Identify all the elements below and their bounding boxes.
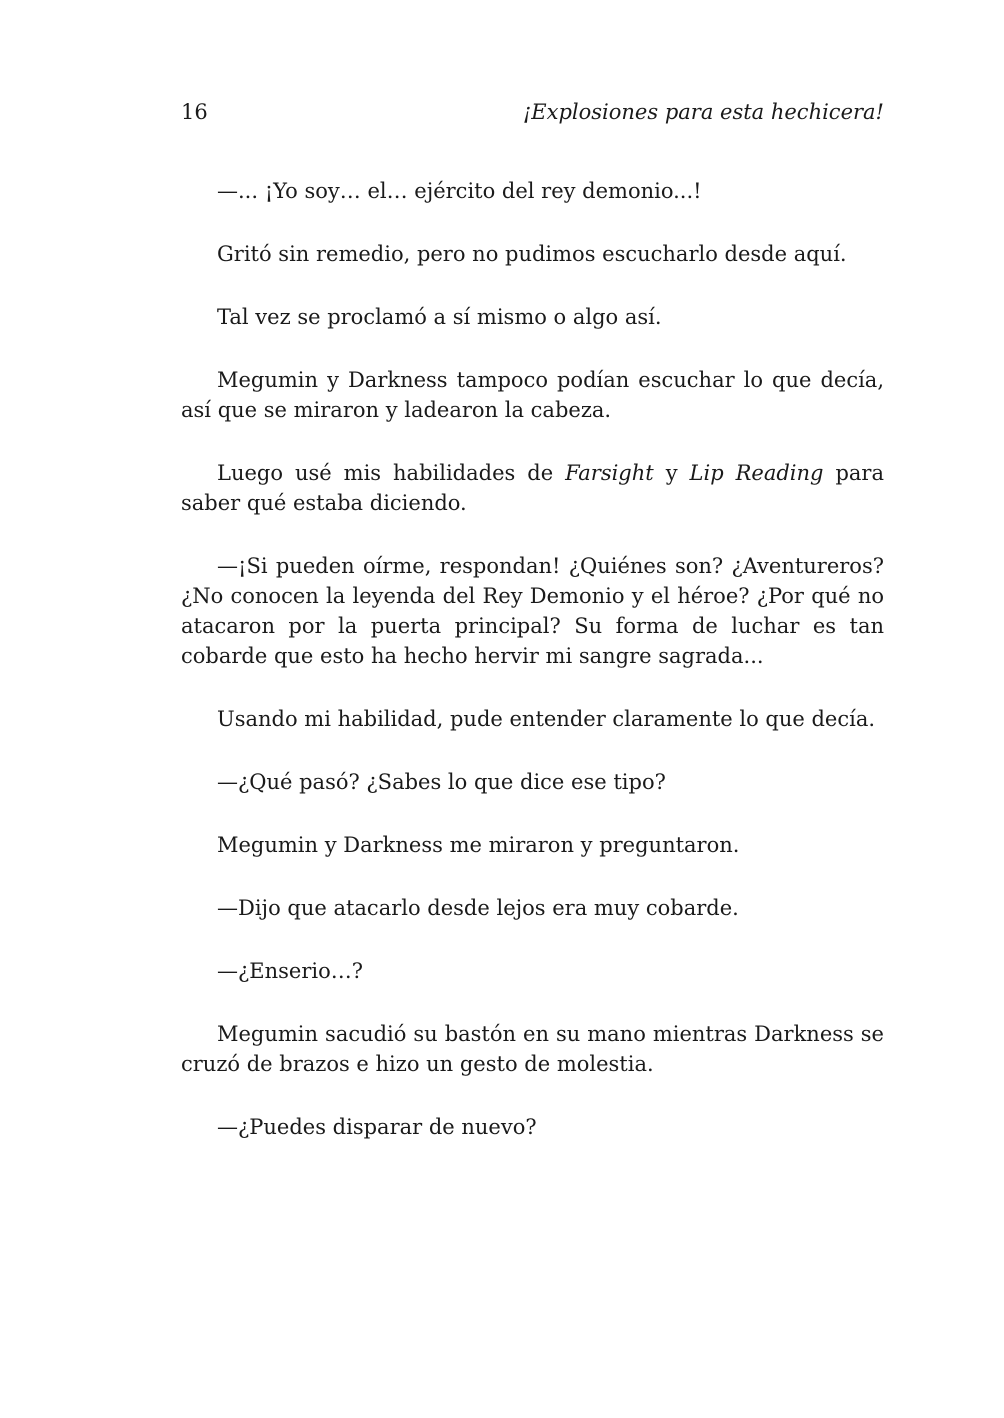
- paragraph: —¿Puedes disparar de nuevo?: [217, 1115, 537, 1139]
- skill-name-farsight: Farsight: [565, 461, 654, 485]
- paragraph: Megumin y Darkness tampoco podían escuchar lo que decía, así que se miraron y ladearon la cabeza.: [181, 368, 884, 422]
- paragraph: Gritó sin remedio, pero no pudimos escucharlo desde aquí.: [217, 242, 847, 266]
- paragraph: [181, 458, 884, 518]
- page-number: 16: [181, 100, 208, 124]
- paragraph: Tal vez se proclamó a sí mismo o algo así.: [217, 305, 662, 329]
- running-title: ¡Explosiones para esta hechicera!: [522, 100, 884, 124]
- paragraph-text: Luego usé mis habilidades de: [217, 461, 566, 485]
- paragraph: —... ¡Yo soy… el… ejército del rey demonio...!: [217, 179, 702, 203]
- body-text: [181, 176, 884, 1142]
- paragraph: Usando mi habilidad, pude entender claramente lo que decía.: [217, 707, 876, 731]
- paragraph: —¿Qué pasó? ¿Sabes lo que dice ese tipo?: [217, 770, 666, 794]
- paragraph-text: y: [653, 461, 690, 485]
- paragraph-text: para saber qué estaba diciendo.: [181, 461, 884, 515]
- paragraph: —Dijo que atacarlo desde lejos era muy cobarde.: [217, 896, 739, 920]
- paragraph: Megumin sacudió su bastón en su mano mientras Darkness se cruzó de brazos e hizo un gesto de molestia.: [181, 1022, 884, 1076]
- page-header: [181, 100, 884, 134]
- skill-name-lip-reading: Lip Reading: [689, 461, 824, 485]
- paragraph: Megumin y Darkness me miraron y preguntaron.: [217, 833, 740, 857]
- paragraph: —¡Si pueden oírme, respondan! ¿Quiénes son? ¿Aventureros? ¿No conocen la leyenda del Rey Demonio y el héroe? ¿Por qué no atacaron por la puerta principal? Su forma de luchar es tan cobarde que esto ha hecho hervir mi sangre sagrada...: [181, 554, 884, 668]
- paragraph: —¿Enserio…?: [217, 959, 363, 983]
